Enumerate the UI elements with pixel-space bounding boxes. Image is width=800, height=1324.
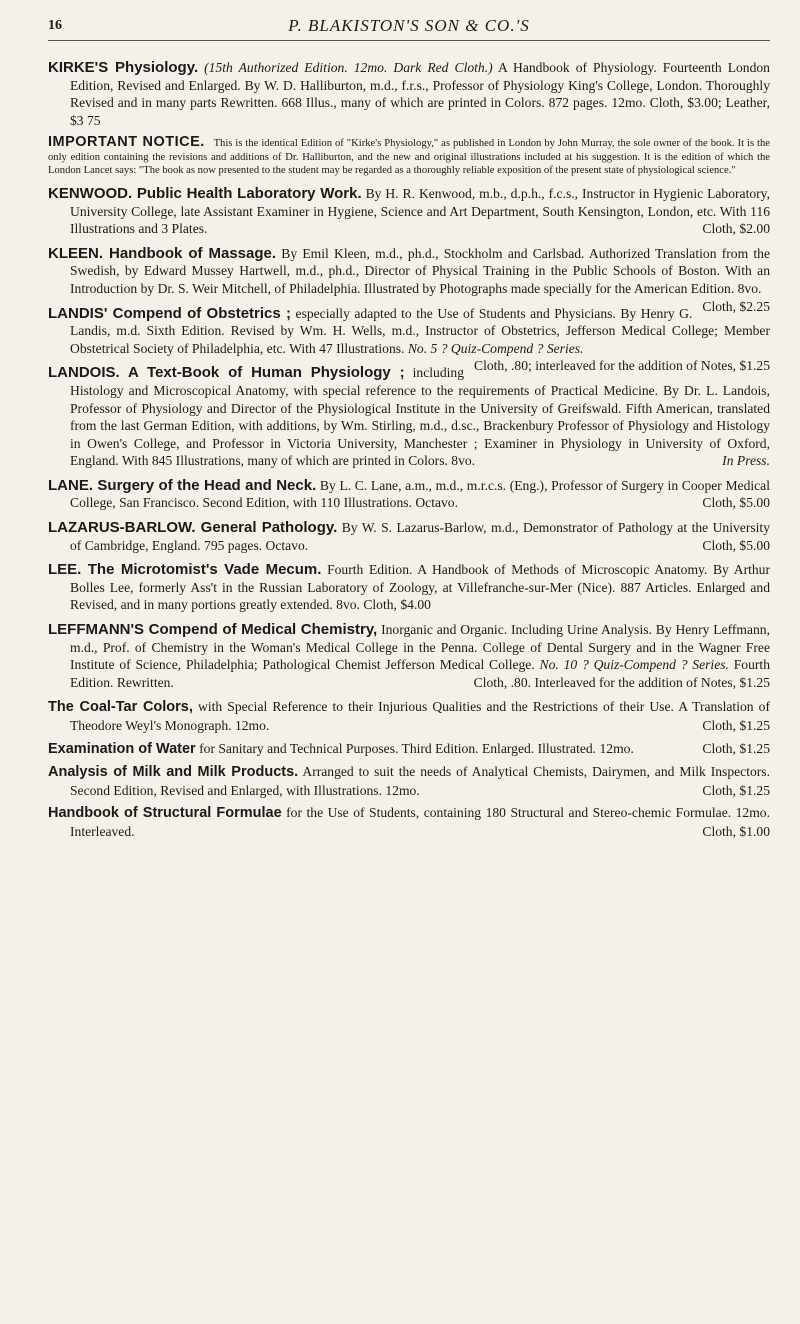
- entry-head: LAZARUS-BARLOW. General Pathology.: [48, 519, 338, 537]
- entry-price: Cloth, $4.00: [363, 597, 431, 613]
- sub-entry-price: Cloth, $1.25: [702, 740, 770, 756]
- entry-kenwood: [48, 185, 770, 238]
- entry-body-continued: Fourth Edition. Rewritten.: [70, 657, 771, 690]
- sub-entry-title: The Coal-Tar Colors,: [48, 699, 193, 716]
- sub-entry-price: Cloth, $1.25: [702, 718, 770, 734]
- sub-entry-price: Cloth, $1.25: [702, 782, 770, 798]
- entry-body: By Emil Kleen, m.d., ph.d., Stockholm and Carlsbad. Authorized Translation from the Swedish, by Edward Mussey Hartwell, m.d., ph.d., Director of Physical Training in the Public Schools of Boston. With an Introduction by Dr. S. Weir Mitchell, of Philadelphia. Illustrated by Photographs made specially for the American Edition. 8vo.: [70, 245, 770, 296]
- important-notice: [48, 136, 770, 177]
- entry-price: Cloth, .80; interleaved for the addition of Notes, $1.25: [474, 358, 770, 374]
- sub-entry-coal-tar-colors: [48, 698, 770, 734]
- entry-head: LANDOIS. A Text-Book of Human Physiology ;: [48, 364, 405, 382]
- notice-head: IMPORTANT NOTICE.: [48, 134, 205, 151]
- entry-body: Fourth Edition. A Handbook of Methods of Microscopic Anatomy. By Arthur Bolles Lee, formerly Ass't in the Russian Laboratory of Zoology, at Villefranche-sur-Mer (Nice). 887 Articles. Enlarged and Revised, and in many portions greatly extended. 8vo.: [70, 562, 770, 613]
- entry-price: Cloth, $5.00: [702, 495, 770, 511]
- sub-entry-body: Arranged to suit the needs of Analytical Chemists, Dairymen, and Milk Inspectors. Second Edition, Revised and Enlarged, with Illustrations. 12mo.: [70, 764, 770, 798]
- entry-lane: [48, 477, 770, 512]
- catalogue-page: [48, 16, 770, 846]
- sub-entry-price: Cloth, $1.00: [702, 823, 770, 839]
- sub-entry-structural-formulae: [48, 804, 770, 840]
- entry-price: Cloth, $3.00; Leather, $3 75: [70, 95, 770, 128]
- entry-price: Cloth, $5.00: [702, 537, 770, 553]
- entry-body: By W. S. Lazarus-Barlow, m.d., Demonstrator of Pathology at the University of Cambridge, England. 795 pages. Octavo.: [70, 520, 771, 553]
- entry-head: LANE. Surgery of the Head and Neck.: [48, 476, 317, 494]
- publisher-title: P. BLAKISTON'S SON & CO.'S: [288, 16, 530, 35]
- entry-body: A Handbook of Physiology. Fourteenth London Edition, Revised and Enlarged. By W. D. Halliburton, m.d., f.r.s., Professor of Physiology King's College, London. Thoroughly Revised and in many parts Rewritten. 668 Illus., many of which are printed in Colors. 872 pages. 12mo.: [70, 60, 770, 111]
- notice-text: This is the identical Edition of "Kirke's Physiology," as published in London by John Murray, the sole owner of the book. It is the only edition containing the revisions and additions of Dr. Halliburton, and the new and original illustrations included at his suggestion. It is the edition of which the London Lancet says: "The book as now presented to the student may be regarded as a thoroughly reliable exposition of the present state of physiological science.": [48, 138, 770, 176]
- entry-body: especially adapted to the Use of Students and Physicians. By Henry G. Landis, m.d. Sixth Edition. Revised by Wm. H. Wells, m.d., Instructor of Obstetrics, Jefferson Medical College; Member Obstetrical Society of Philadelphia, etc. With 47 Illustrations.: [70, 305, 770, 356]
- entry-head: LEFFMANN'S Compend of Medical Chemistry,: [48, 621, 378, 639]
- catalogue-entries: [48, 59, 770, 841]
- entry-head: KIRKE'S Physiology.: [48, 59, 199, 76]
- sub-entry-title: Handbook of Structural Formulae: [48, 805, 282, 822]
- entry-head: LEE. The Microtomist's Vade Mecum.: [48, 561, 322, 579]
- sub-entry-body: for the Use of Students, containing 180 Structural and Stereo-chemic Formulae. 12mo. Interleaved.: [70, 805, 770, 839]
- entry-price: Cloth, $2.00: [702, 221, 770, 237]
- sub-entry-title: Analysis of Milk and Milk Products.: [48, 764, 299, 781]
- entry-body: By L. C. Lane, a.m., m.d., m.r.c.s. (Eng.), Professor of Surgery in Cooper Medical College, San Francisco. Second Edition, with 110 Illustrations. Octavo.: [70, 477, 770, 511]
- entry-lazarus-barlow: [48, 519, 770, 554]
- entry-head: KENWOOD. Public Health Laboratory Work.: [48, 184, 362, 202]
- entry-lee: [48, 561, 770, 614]
- entry-body: By H. R. Kenwood, m.b., d.p.h., f.c.s., Instructor in Hygienic Laboratory, University College, late Assistant Examiner in Hygiene, Science and Art Department, South Kensington, London, etc. With 116 Illustrations and 3 Plates.: [70, 185, 770, 237]
- entry-head: LANDIS' Compend of Obstetrics ;: [48, 304, 292, 322]
- sub-entry-body: with Special Reference to their Injurious Qualities and the Restrictions of their Use. A Translation of Theodore Weyl's Monograph. 12mo.: [70, 699, 770, 734]
- entry-price: In Press.: [722, 453, 770, 469]
- running-head: [48, 16, 770, 41]
- entry-kirke: [48, 59, 770, 129]
- sub-entry-analysis-of-milk: [48, 763, 770, 799]
- entry-price: Cloth, .80. Interleaved for the addition of Notes, $1.25: [473, 674, 770, 690]
- sub-entry-examination-of-water: [48, 740, 770, 759]
- entry-body: including Histology and Microscopical Anatomy, with special reference to the requirements of Practical Medicine. By Dr. L. Landois, Professor of Physiology and Director of the Physiological Institute in the University of Greifswald. Fifth American, translated from the last German Edition, with additions, by Wm. Stirling, m.d., d.sc., Brackenbury Professor of Physiology and Histology in Owen's College, and Professor in Victoria University, Manchester ; Examiner in Physiology in University of Oxford, England. With 845 Illustrations, many of which are printed in Colors. 8vo.: [70, 365, 770, 469]
- entry-price: Cloth, $2.25: [702, 298, 770, 314]
- page-number: 16: [48, 18, 62, 33]
- entry-body: Inorganic and Organic. Including Urine Analysis. By Henry Leffmann, m.d., Prof. of Chemistry in the Woman's Medical College in the Penna. College of Dental Surgery and in the Wagner Free Institute of Science, Philadelphia; Pathological Chemist Jefferson Medical College.: [70, 622, 771, 673]
- entry-series: No. 10 ? Quiz-Compend ? Series.: [539, 657, 729, 673]
- entry-landois: [48, 364, 770, 470]
- entry-head: KLEEN. Handbook of Massage.: [48, 244, 277, 262]
- sub-entry-body: for Sanitary and Technical Purposes. Third Edition. Enlarged. Illustrated. 12mo.: [199, 740, 634, 756]
- entry-edition-note: (15th Authorized Edition. 12mo. Dark Red Cloth.): [204, 60, 493, 75]
- entry-leffmann: [48, 621, 770, 691]
- sub-entry-title: Examination of Water: [48, 740, 196, 757]
- entry-series: No. 5 ? Quiz-Compend ? Series.: [407, 340, 584, 356]
